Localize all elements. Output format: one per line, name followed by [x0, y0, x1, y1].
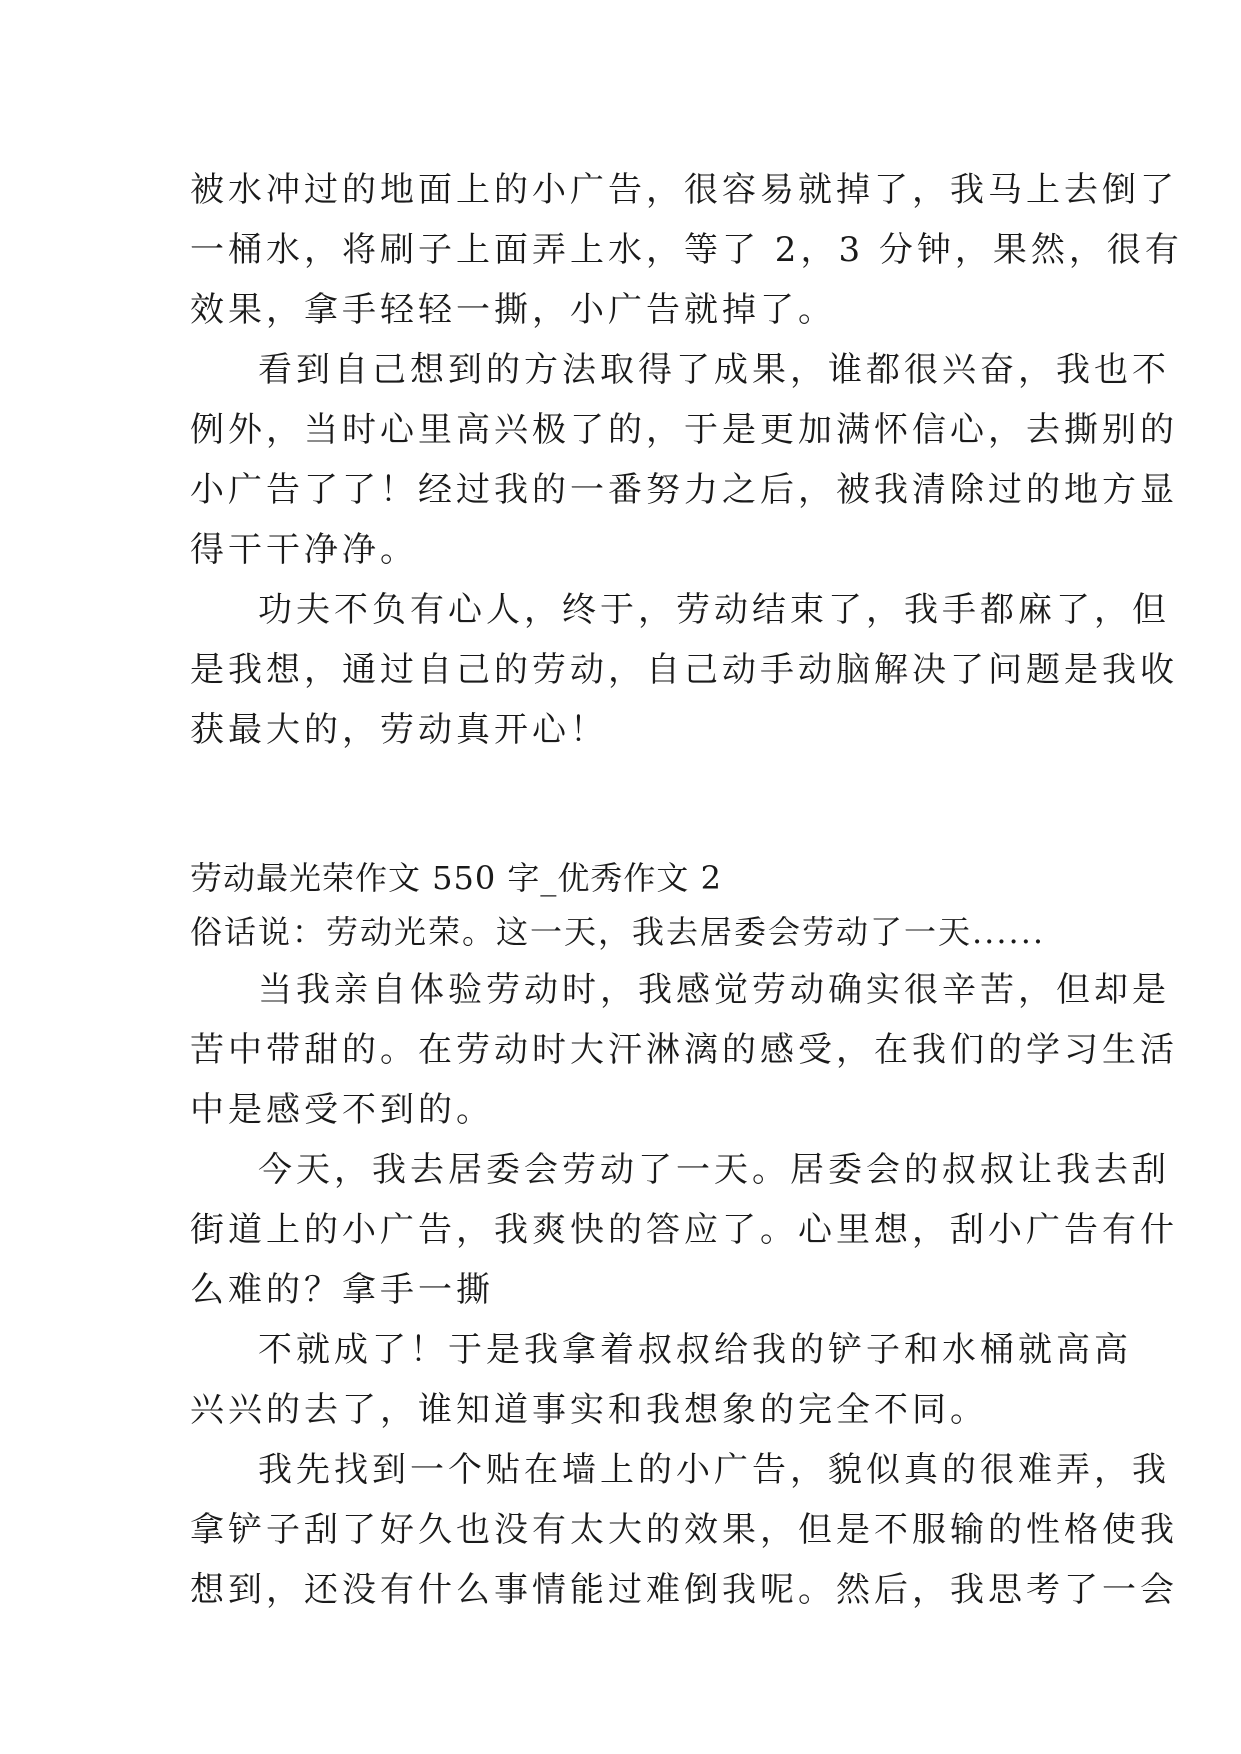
text-line: 苦中带甜的。在劳动时大汗淋漓的感受，在我们的学习生活: [190, 1030, 1178, 1070]
text-line: 例外，当时心里高兴极了的，于是更加满怀信心，去撕别的: [190, 410, 1178, 450]
text-line: 今天，我去居委会劳动了一天。居委会的叔叔让我去刮: [258, 1150, 1170, 1190]
essay-intro: 俗话说：劳动光荣。这一天，我去居委会劳动了一天......: [190, 913, 1046, 951]
text-line: 被水冲过的地面上的小广告，很容易就掉了，我马上去倒了: [190, 170, 1178, 210]
paragraph: [190, 160, 1183, 340]
paragraph: [190, 1140, 1178, 1320]
paragraph: [190, 1320, 1132, 1440]
text-line: 一桶水，将刷子上面弄上水，等了 2，3 分钟，果然，很有: [190, 230, 1183, 270]
text-line: 不就成了！于是我拿着叔叔给我的铲子和水桶就高高: [258, 1330, 1132, 1370]
text-line: 兴兴的去了，谁知道事实和我想象的完全不同。: [190, 1390, 988, 1430]
text-line: 获最大的，劳动真开心！: [190, 710, 608, 750]
text-line: 中是感受不到的。: [190, 1090, 494, 1130]
text-line: 拿铲子刮了好久也没有太大的效果，但是不服输的性格使我: [190, 1510, 1178, 1550]
text-line: 街道上的小广告，我爽快的答应了。心里想，刮小广告有什: [190, 1210, 1178, 1250]
essay-body: [190, 160, 1183, 1620]
essay-title: 劳动最光荣作文 550 字_优秀作文 2: [190, 859, 722, 897]
section-spacer: [190, 760, 1050, 852]
text-line: 功夫不负有心人，终于，劳动结束了，我手都麻了，但: [258, 590, 1170, 630]
text-line: 么难的？拿手一撕: [190, 1270, 494, 1310]
text-line: 小广告了了！经过我的一番努力之后，被我清除过的地方显: [190, 470, 1178, 510]
text-line: 得干干净净。: [190, 530, 418, 570]
paragraph: [190, 1440, 1178, 1620]
text-line: 是我想，通过自己的劳动，自己动手动脑解决了问题是我收: [190, 650, 1178, 690]
paragraph: [190, 960, 1178, 1140]
text-line: 看到自己想到的方法取得了成果，谁都很兴奋，我也不: [258, 350, 1170, 390]
paragraph: [190, 580, 1178, 760]
text-line: 想到，还没有什么事情能过难倒我呢。然后，我思考了一会: [190, 1570, 1178, 1610]
text-line: 我先找到一个贴在墙上的小广告，貌似真的很难弄，我: [258, 1450, 1170, 1490]
text-line: 当我亲自体验劳动时，我感觉劳动确实很辛苦，但却是: [258, 970, 1170, 1010]
text-line: 效果，拿手轻轻一撕，小广告就掉了。: [190, 290, 836, 330]
paragraph: [190, 340, 1178, 580]
